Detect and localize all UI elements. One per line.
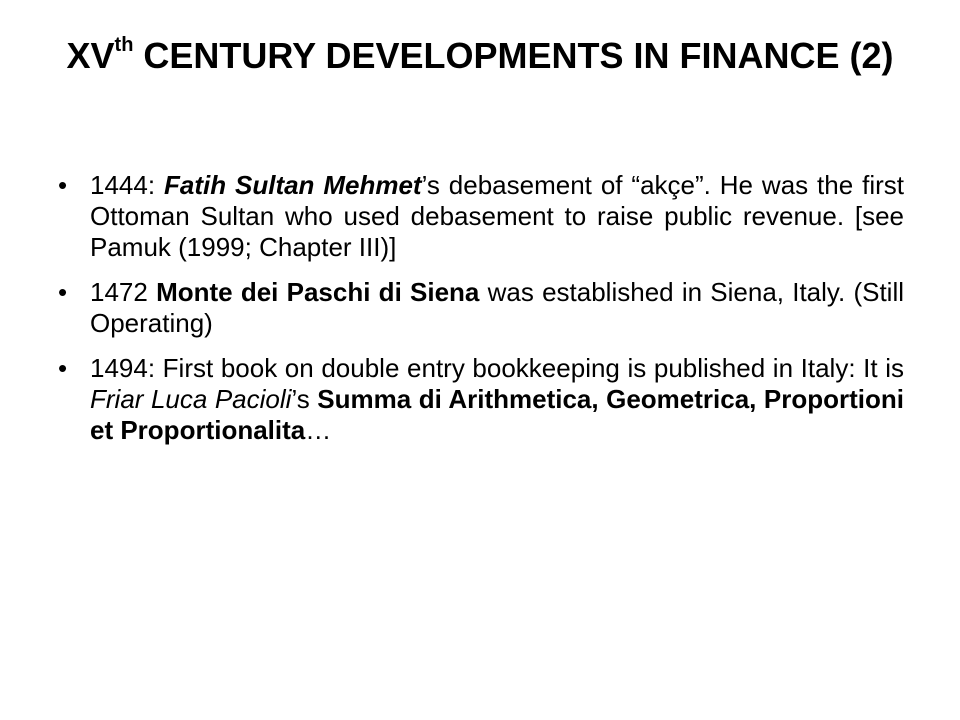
title-prefix: XV [66, 35, 115, 76]
bullet-text: was established in Siena, Italy. (Still Operating) [90, 277, 904, 338]
bullet-emphasis: Fatih Sultan Mehmet [163, 170, 422, 200]
title-superscript: th [114, 34, 134, 56]
bullet-year: 1472 [90, 277, 157, 307]
title-rest: CENTURY DEVELOPMENTS IN FINANCE (2) [133, 35, 894, 76]
bullet-emphasis-bold: Summa di Arithmetica, Geometrica, Proportioni et Proportionalita [90, 384, 905, 445]
bullet-icon: • [58, 277, 68, 307]
bullet-text-after: … [305, 415, 332, 445]
bullet-year: 1494: [90, 353, 163, 383]
bullet-text-before: First book on double entry bookkeeping is published in Italy: It is [162, 353, 904, 383]
bullet-list [58, 170, 904, 460]
list-item [58, 277, 904, 339]
bullet-emphasis-italic: Friar Luca Pacioli [90, 384, 292, 414]
bullet-icon: • [58, 353, 68, 383]
bullet-year: 1444: [90, 170, 164, 200]
bullet-icon: • [58, 170, 68, 200]
bullet-text: ’s debasement of “akçe”. He was the first Ottoman Sultan who used debasement to raise public revenue. [see Pamuk (1999; Chapter III)] [90, 170, 904, 262]
bullet-emphasis: Monte dei Paschi di Siena [156, 277, 480, 307]
list-item [58, 170, 904, 263]
page-title [60, 34, 900, 78]
bullet-text-mid: ’s [291, 384, 318, 414]
list-item [58, 353, 904, 446]
